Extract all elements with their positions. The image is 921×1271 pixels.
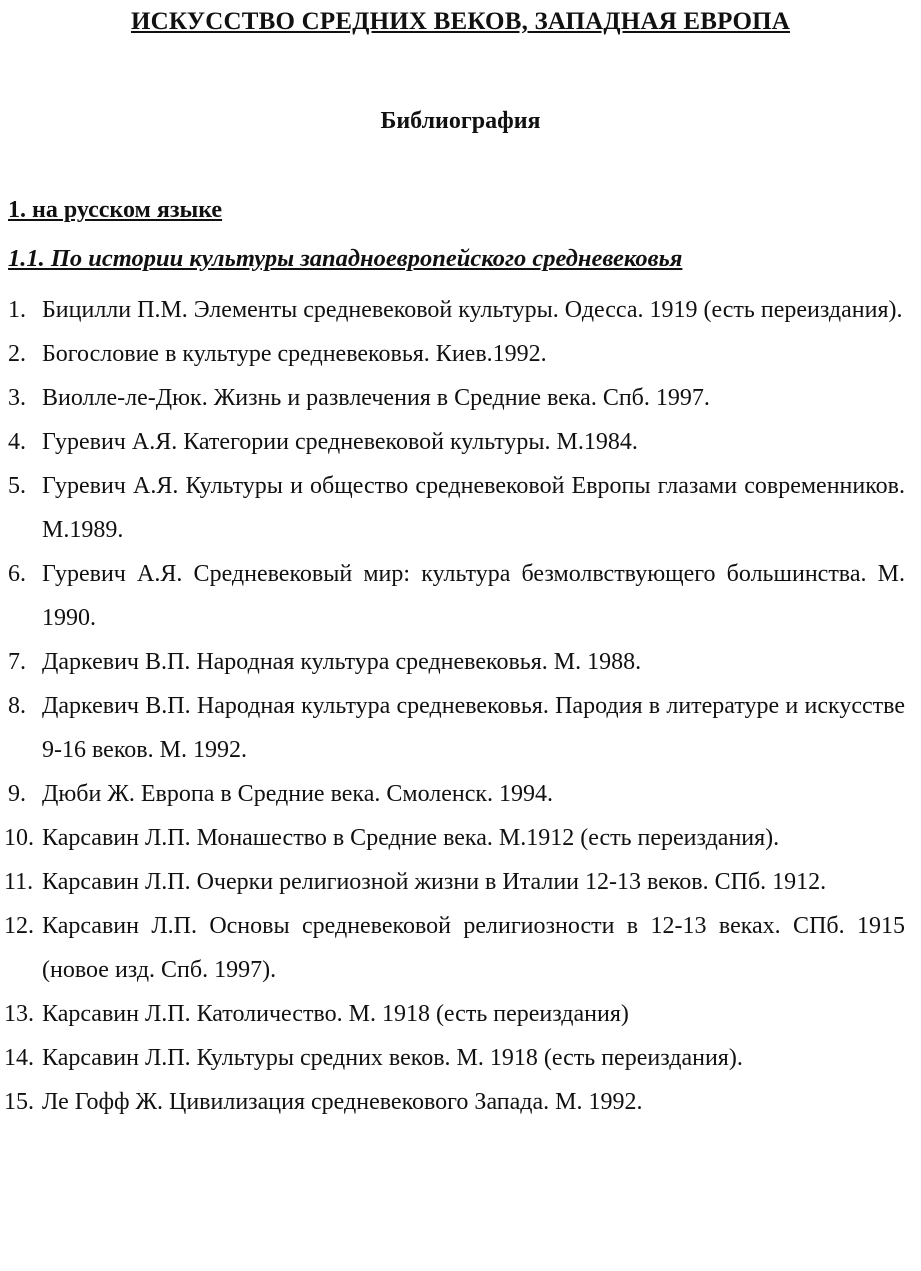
document-title: ИСКУССТВО СРЕДНИХ ВЕКОВ, ЗАПАДНАЯ ЕВРОПА bbox=[130, 8, 791, 35]
item-number: 15. bbox=[4, 1089, 34, 1115]
item-text: Виолле-ле-Дюк. Жизнь и развлечения в Средние века. Спб. 1997. bbox=[42, 385, 710, 411]
list-item bbox=[0, 992, 905, 1036]
item-number: 7. bbox=[8, 649, 26, 675]
item-number: 13. bbox=[4, 1001, 34, 1027]
item-number: 3. bbox=[8, 385, 26, 411]
item-text: Даркевич В.П. Народная культура средневековья. Пародия в литературе и искусстве 9-16 веков. М. 1992. bbox=[42, 693, 905, 763]
document-subtitle: Библиография bbox=[380, 108, 541, 134]
list-item bbox=[0, 464, 905, 552]
item-number: 9. bbox=[8, 781, 26, 807]
item-text: Карсавин Л.П. Очерки религиозной жизни в Италии 12-13 веков. СПб. 1912. bbox=[42, 869, 827, 895]
item-text: Бицилли П.М. Элементы средневековой культуры. Одесса. 1919 (есть переиздания). bbox=[42, 297, 903, 323]
item-number: 11. bbox=[4, 869, 34, 895]
section-heading-russian: 1. на русском языке bbox=[8, 197, 223, 223]
subsection-heading-culture-history: 1.1. По истории культуры западноевропейского средневековья bbox=[8, 245, 683, 272]
list-item bbox=[0, 772, 905, 816]
item-text: Карсавин Л.П. Католичество. М. 1918 (есть переиздания) bbox=[42, 1001, 629, 1027]
item-text: Ле Гофф Ж. Цивилизация средневекового Запада. М. 1992. bbox=[42, 1089, 643, 1115]
item-text: Карсавин Л.П. Культуры средних веков. М. 1918 (есть переиздания). bbox=[42, 1045, 743, 1071]
list-item bbox=[0, 420, 905, 464]
item-number: 10. bbox=[4, 825, 34, 851]
item-number: 2. bbox=[8, 341, 26, 367]
list-item bbox=[0, 816, 905, 860]
item-number: 4. bbox=[8, 429, 26, 455]
item-number: 14. bbox=[4, 1045, 34, 1071]
list-item bbox=[0, 332, 905, 376]
item-text: Богословие в культуре средневековья. Киев.1992. bbox=[42, 341, 547, 367]
item-text: Гуревич А.Я. Категории средневековой культуры. М.1984. bbox=[42, 429, 638, 455]
item-text: Даркевич В.П. Народная культура средневековья. М. 1988. bbox=[42, 649, 642, 675]
list-item bbox=[0, 1036, 905, 1080]
bibliography-list bbox=[0, 288, 905, 1124]
list-item bbox=[0, 640, 905, 684]
list-item bbox=[0, 1080, 905, 1124]
list-item bbox=[0, 288, 905, 332]
list-item bbox=[0, 860, 905, 904]
list-item bbox=[0, 552, 905, 640]
item-text: Карсавин Л.П. Монашество в Средние века. М.1912 (есть переиздания). bbox=[42, 825, 780, 851]
item-number: 6. bbox=[8, 561, 26, 587]
list-item bbox=[0, 684, 905, 772]
list-item bbox=[0, 376, 905, 420]
item-number: 12. bbox=[4, 913, 34, 939]
item-text: Дюби Ж. Европа в Средние века. Смоленск. 1994. bbox=[42, 781, 554, 807]
item-text: Гуревич А.Я. Культуры и общество средневековой Европы глазами современников. М.1989. bbox=[42, 473, 905, 543]
item-number: 8. bbox=[8, 693, 26, 719]
item-number: 1. bbox=[8, 297, 26, 323]
item-text: Гуревич А.Я. Средневековый мир: культура безмолвствующего большинства. М. 1990. bbox=[42, 561, 905, 631]
list-item bbox=[0, 904, 905, 992]
item-number: 5. bbox=[8, 473, 26, 499]
item-text: Карсавин Л.П. Основы средневековой религиозности в 12-13 веках. СПб. 1915 (новое изд. Спб. 1997). bbox=[42, 913, 905, 983]
